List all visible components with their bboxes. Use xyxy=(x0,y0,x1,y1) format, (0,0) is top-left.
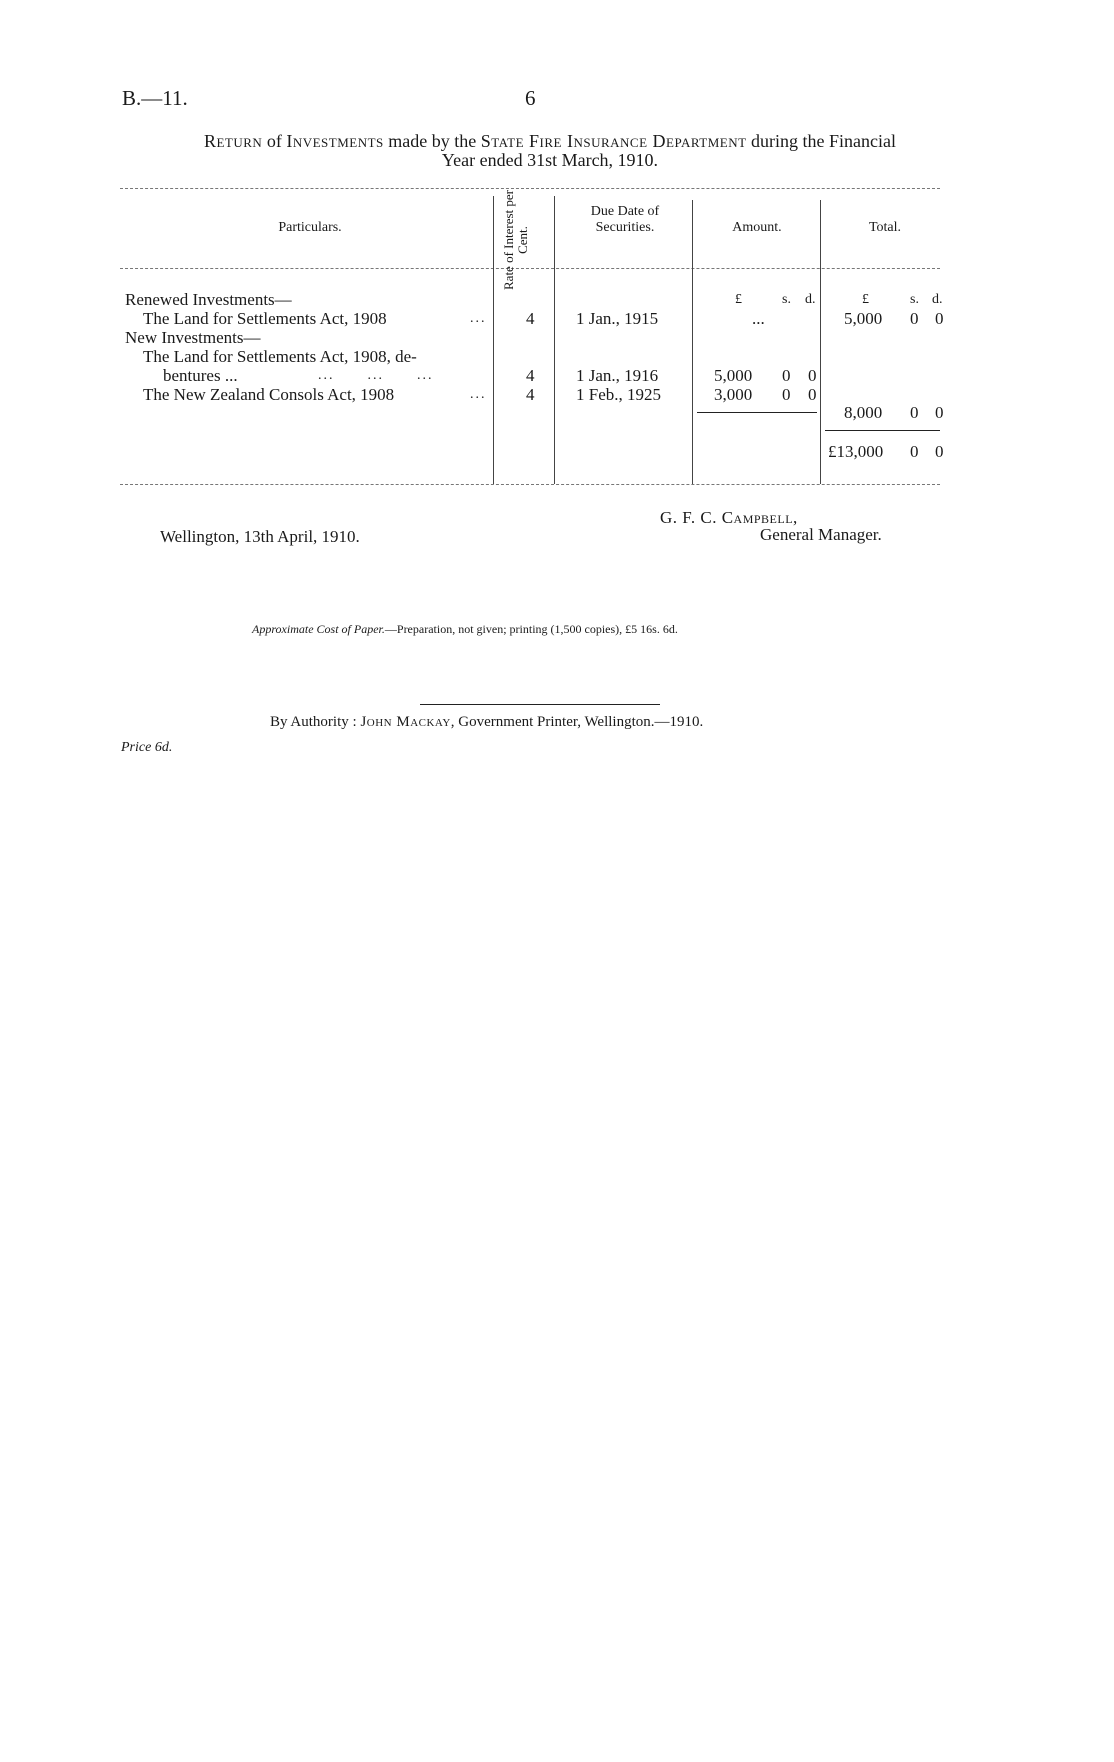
table-bottom-rule xyxy=(120,484,940,485)
amount-sum-rule xyxy=(697,412,817,413)
table-row-label: New Investments— xyxy=(125,328,261,347)
total-pence-unit: d. xyxy=(932,292,943,307)
cost-text: —Preparation, not given; printing (1,500 copies), £5 16s. 6d. xyxy=(384,622,678,636)
title-word-investments: Investments xyxy=(286,131,384,151)
header-total: Total. xyxy=(868,220,902,235)
total-pound-unit: £ xyxy=(862,292,869,307)
subtotal-pounds: 8,000 xyxy=(844,403,883,422)
title-line-2: Year ended 31st March, 1910. xyxy=(441,150,659,170)
title-text: made by the xyxy=(383,131,481,151)
document-title xyxy=(100,132,1000,170)
total-pounds: 5,000 xyxy=(844,309,883,328)
amount-pounds: 5,000 xyxy=(714,366,753,385)
printer-line xyxy=(270,714,703,731)
total-shillings: 0 xyxy=(910,309,919,328)
amount-pound-unit: £ xyxy=(735,292,742,307)
amount-value: ... xyxy=(752,309,765,328)
leader-dots: ... xyxy=(470,311,487,326)
signatory-role: General Manager. xyxy=(760,525,882,544)
table-row-label: bentures ... xyxy=(163,366,238,385)
table-row-label: Renewed Investments— xyxy=(125,290,292,309)
cost-label: Approximate Cost of Paper. xyxy=(252,622,385,636)
amount-pence: 0 xyxy=(808,366,817,385)
total-pence: 0 xyxy=(935,309,944,328)
rate-value: 4 xyxy=(526,309,535,328)
signatory-name: G. F. C. Campbell, xyxy=(660,508,798,527)
column-divider xyxy=(692,200,693,484)
column-divider xyxy=(820,200,821,484)
authority-suffix: , Government Printer, Wellington.—1910. xyxy=(450,714,704,730)
amount-shilling-unit: s. xyxy=(782,292,791,307)
printer-name: John Mackay xyxy=(360,714,451,730)
table-row-label: The Land for Settlements Act, 1908, de- xyxy=(143,347,417,366)
header-amount: Amount. xyxy=(732,220,782,235)
amount-pence: 0 xyxy=(808,385,817,404)
title-text: of xyxy=(262,131,287,151)
amount-shillings: 0 xyxy=(782,366,791,385)
leader-dots: ... xyxy=(470,387,487,402)
title-department: State Fire Insurance Department xyxy=(480,131,747,151)
column-divider xyxy=(554,196,555,484)
amount-pence-unit: d. xyxy=(805,292,816,307)
document-reference: B.—11. xyxy=(122,86,188,110)
title-line-1 xyxy=(100,132,1000,151)
subtotal-pence: 0 xyxy=(935,403,944,422)
cost-of-paper-note xyxy=(252,622,678,637)
rate-value: 4 xyxy=(526,385,535,404)
header-particulars: Particulars. xyxy=(278,220,342,235)
grand-total-shillings: 0 xyxy=(910,442,919,461)
due-date-value: 1 Jan., 1915 xyxy=(576,309,659,328)
header-due-date: Due Date of Securities. xyxy=(590,204,660,235)
table-row-label: The Land for Settlements Act, 1908 xyxy=(143,309,387,328)
column-divider xyxy=(493,196,494,484)
table-row-label: The New Zealand Consols Act, 1908 xyxy=(143,385,395,404)
page-number: 6 xyxy=(525,86,536,110)
total-sum-rule xyxy=(825,430,940,431)
grand-total-pounds: £13,000 xyxy=(828,442,884,461)
printer-rule xyxy=(420,704,660,705)
subtotal-shillings: 0 xyxy=(910,403,919,422)
price: Price 6d. xyxy=(121,740,173,755)
grand-total-pence: 0 xyxy=(935,442,944,461)
place-and-date: Wellington, 13th April, 1910. xyxy=(160,527,360,546)
authority-prefix: By Authority : xyxy=(270,714,361,730)
leader-dots: ... ... ... xyxy=(318,368,434,383)
total-shilling-unit: s. xyxy=(910,292,919,307)
rate-value: 4 xyxy=(526,366,535,385)
title-word-return: Return xyxy=(203,131,263,151)
due-date-value: 1 Jan., 1916 xyxy=(576,366,659,385)
due-date-value: 1 Feb., 1925 xyxy=(576,385,661,404)
amount-pounds: 3,000 xyxy=(714,385,753,404)
header-rate: Rate of Interest per Cent. xyxy=(501,190,530,290)
title-text: during the Financial xyxy=(746,131,897,151)
amount-shillings: 0 xyxy=(782,385,791,404)
